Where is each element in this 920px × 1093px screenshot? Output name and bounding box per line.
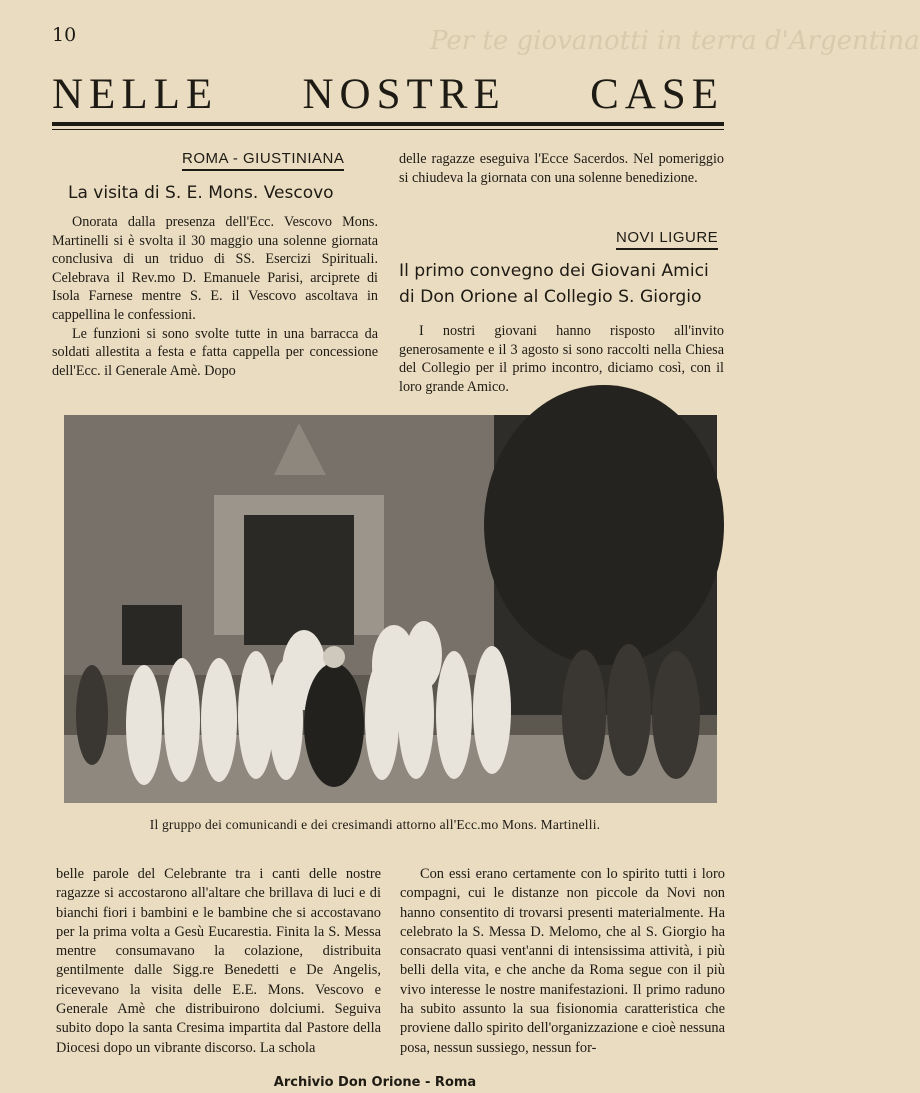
article-body-novi bbox=[399, 322, 724, 396]
title-word-3: CASE bbox=[590, 71, 724, 118]
group-photo-illustration bbox=[64, 415, 717, 803]
article-body-roma-continued bbox=[56, 865, 381, 1058]
title-rule-thick bbox=[52, 122, 724, 126]
headline-line: di Don Orione al Collegio S. Giorgio bbox=[399, 287, 702, 307]
article-body-roma bbox=[52, 213, 378, 380]
section-heading-novi: NOVI LIGURE bbox=[616, 229, 718, 250]
article-body-novi-continued bbox=[400, 865, 725, 1058]
page-number: 10 bbox=[52, 24, 77, 46]
article-headline-novi bbox=[399, 258, 727, 310]
headline-line: Il primo convegno dei Giovani Amici bbox=[399, 261, 709, 281]
archive-footer: Archivio Don Orione - Roma bbox=[273, 1075, 477, 1090]
faded-header-watermark: Per te giovanotti in terra d'Argentina bbox=[430, 26, 920, 56]
title-rule-thin bbox=[52, 129, 724, 130]
paragraph: Onorata dalla presenza dell'Ecc. Vescovo Mons. Martinelli si è svolta il 30 maggio una solenne giornata conclusiva di un triduo di SS. Esercizi Spirituali. Celebrava il Rev.mo D. Emanuele Parisi, arciprete di Isola Farnese mentre S. E. il Vescovo ascoltava in cappellina le confessioni. bbox=[52, 214, 378, 323]
article-continuation-roma bbox=[399, 150, 724, 187]
paragraph: Con essi erano certamente con lo spirito tutti i loro compagni, cui le distanze non piccole da Novi non hanno consentito di trovarsi presenti materialmente. Ha celebrato la S. Messa D. Melomo, che al S. Giorgio ha consacrato quasi vent'anni di intensissima attività, i più belli della vita, e che anche da Roma segue con il più vivo interesse le nostre manifestazioni. Il primo raduno ha subito assunto la sua fisionomia caratteristica che proviene dallo spirito dell'organizzazione e cioè nessuna posa, nessun sussiego, nessun for- bbox=[400, 866, 725, 1056]
title-word-1: NELLE bbox=[52, 71, 219, 118]
photo-caption: Il gruppo dei comunicandi e dei cresimandi attorno all'Ecc.mo Mons. Martinelli. bbox=[149, 817, 601, 832]
article-headline-roma: La visita di S. E. Mons. Vescovo bbox=[68, 183, 334, 203]
paragraph: I nostri giovani hanno risposto all'invito generosamente e il 3 agosto si sono raccolti nella Chiesa del Collegio per il primo incontro, diciamo così, con il loro grande Amico. bbox=[399, 323, 724, 395]
section-heading-roma: ROMA - GIUSTINIANA bbox=[182, 150, 344, 171]
paragraph: belle parole del Celebrante tra i canti delle nostre ragazze si accostarono all'altare che brillava di luci e di bianchi fiori i bambini e le bambine che si accostavano per la prima volta a Gesù Eucarestia. Finita la S. Messa mentre consumavano la colazione, distribuita gentilmente dalle Sigg.re Benedetti e De Angelis, ricevevano la visita delle E.E. Mons. Vescovo e Generale Amè che distribuirono dolciumi. Seguiva subito dopo la santa Cresima impartita dal Pastore della Diocesi dopo un vibrante discorso. La schola bbox=[56, 866, 381, 1056]
paragraph: Le funzioni si sono svolte tutte in una barracca da soldati allestita a festa e fatta cappella per concessione dell'Ecc. il Generale Amè. Dopo bbox=[52, 325, 378, 379]
paragraph: delle ragazze eseguiva l'Ecce Sacerdos. Nel pomeriggio si chiudeva la giornata con una solenne benedizione. bbox=[399, 151, 724, 186]
page-title bbox=[52, 70, 724, 119]
title-word-2: NOSTRE bbox=[302, 71, 506, 118]
group-photo bbox=[64, 415, 717, 803]
